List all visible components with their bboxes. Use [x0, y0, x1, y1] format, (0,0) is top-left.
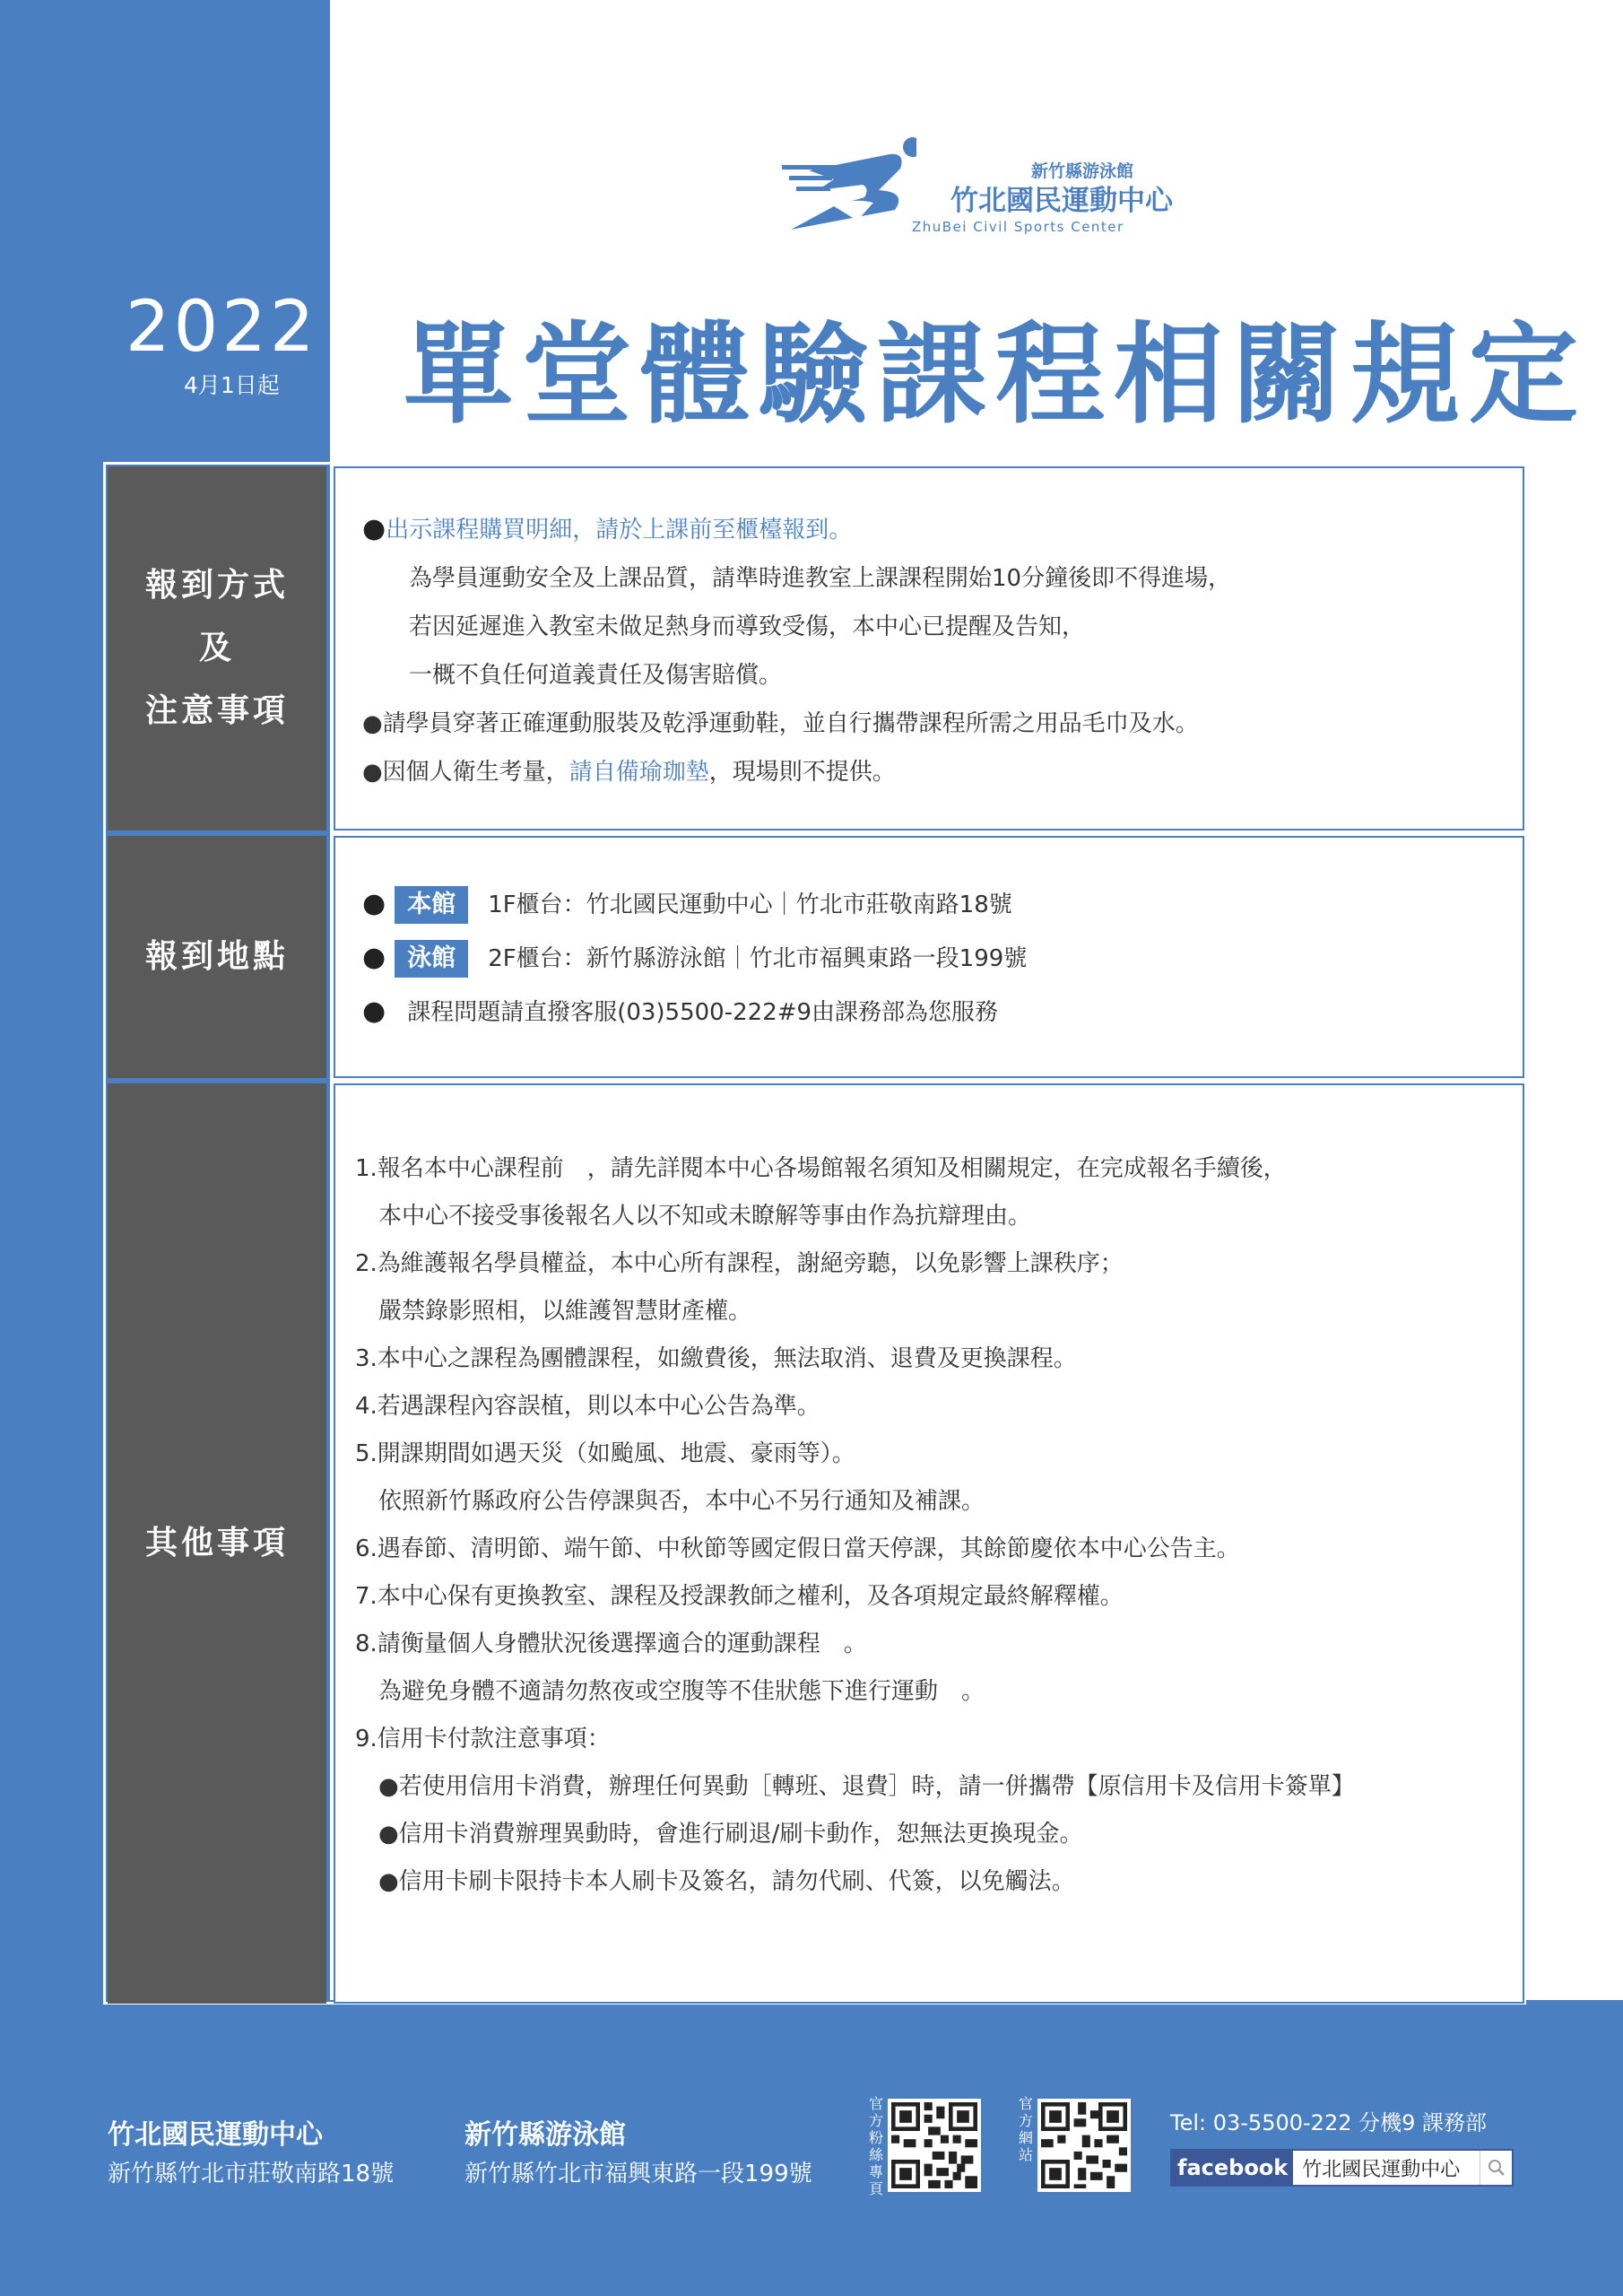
section-body-location — [334, 836, 1524, 1078]
bullet-dot-icon: ● — [362, 942, 386, 973]
rule-line: 5.開課期間如遇天災（如颱風、地震、豪雨等）。 — [355, 1440, 855, 1467]
rule-line: 6.遇春節、清明節、端午節、中秋節等國定假日當天停課，其餘節慶依本中心公告主。 — [355, 1535, 1240, 1562]
footer-venue-2-name: 新竹縣游泳館 — [464, 2119, 626, 2151]
venue-tag-main: 本館 — [395, 886, 468, 924]
footer-venue-1-name: 竹北國民運動中心 — [108, 2119, 323, 2151]
qr-label-fanpage: 官方粉絲專頁 — [868, 2095, 883, 2197]
venue-tag-pool: 泳館 — [395, 940, 468, 978]
website-qr-code[interactable] — [1037, 2099, 1131, 2192]
logo-name: 竹北國民運動中心 — [950, 185, 1173, 217]
checkin-bullet-1-cont-1: 為學員運動安全及上課品質，請準時進教室上課課程開始10分鐘後即不得進場， — [409, 565, 1232, 592]
rule-line: ●信用卡刷卡限持卡本人刷卡及簽名，請勿代刷、代簽，以免觸法。 — [355, 1868, 1075, 1895]
rule-line: 1.報名本中心課程前 ，請先詳閱本中心各場館報名須知及相關規定，在完成報名手續後， — [355, 1155, 1287, 1182]
qr-label-website: 官方網站 — [1018, 2095, 1033, 2163]
location-item-pool — [362, 940, 1027, 978]
rule-line: ●若使用信用卡消費，辦理任何異動［轉班、退費］時，請一併攜帶【原信用卡及信用卡簽單】 — [355, 1773, 1355, 1800]
location-item-pool-text: 2F櫃台：新竹縣游泳館｜竹北市福興東路一段199號 — [488, 945, 1028, 972]
checkin-bullet-1 — [362, 511, 852, 544]
section-label-checkin — [108, 466, 326, 831]
section-body-checkin — [334, 466, 1524, 831]
checkin-bullet-3-pre: ●因個人衛生考量， — [362, 759, 569, 786]
facebook-search-text: 竹北國民運動中心 — [1302, 2158, 1461, 2181]
location-item-service-text: 課程問題請直撥客服(03)5500-222#9由課務部為您服務 — [407, 999, 999, 1026]
bullet-dot-icon: ● — [362, 513, 386, 544]
section-label-other — [108, 1083, 326, 2004]
rule-line: 4.若遇課程內容誤植，則以本中心公告為準。 — [355, 1393, 820, 1420]
location-item-main-text: 1F櫃台：竹北國民運動中心｜竹北市莊敬南路18號 — [488, 891, 1012, 918]
page-title: 單堂體驗課程相關規定 — [404, 311, 1587, 439]
checkin-bullet-3 — [362, 753, 896, 787]
logo — [782, 135, 1173, 242]
rule-line: 為避免身體不適請勿熬夜或空腹等不佳狀態下進行運動 。 — [355, 1678, 985, 1705]
facebook-logo: facebook — [1172, 2151, 1293, 2185]
footer-venue-2-address: 新竹縣竹北市福興東路一段199號 — [464, 2161, 812, 2187]
checkin-bullet-1-text: 出示課程購買明細，請於上課前至櫃檯報到。 — [386, 517, 853, 544]
checkin-bullet-1-cont-2: 若因延遲進入教室未做足熱身而導致受傷，本中心已提醒及告知， — [409, 613, 1086, 640]
checkin-bullet-1-cont-3: 一概不負任何道義責任及傷害賠償。 — [409, 662, 783, 689]
logo-subtitle: 新竹縣游泳館 — [1031, 161, 1134, 181]
year: 2022 — [126, 287, 318, 368]
checkin-bullet-3-highlight: 請自備瑜珈墊 — [568, 759, 709, 786]
rule-line: 7.本中心保有更換教室、課程及授課教師之權利，及各項規定最終解釋權。 — [355, 1583, 1124, 1610]
facebook-search-box[interactable] — [1170, 2149, 1514, 2187]
contact-telephone: Tel: 03-5500-222 分機9 課務部 — [1170, 2110, 1488, 2135]
bullet-dot-icon: ● — [362, 888, 386, 919]
section-label-line: 報到地點 — [144, 938, 289, 975]
location-item-main — [362, 886, 1012, 924]
section-body-other — [334, 1083, 1524, 2004]
footer-venue-1-address: 新竹縣竹北市莊敬南路18號 — [108, 2161, 395, 2187]
qr-code-icon — [891, 2102, 977, 2188]
section-label-line: 注意事項 — [144, 692, 289, 729]
start-date: 4月1日起 — [184, 372, 280, 398]
section-label-location — [108, 836, 326, 1078]
rule-line: 3.本中心之課程為團體課程，如繳費後，無法取消、退費及更換課程。 — [355, 1345, 1077, 1372]
section-label-line: 報到方式 — [144, 567, 289, 604]
checkin-bullet-2: ●請學員穿著正確運動服裝及乾淨運動鞋，並自行攜帶課程所需之用品毛巾及水。 — [362, 710, 1199, 737]
rule-line: 依照新竹縣政府公告停課與否，本中心不另行通知及補課。 — [355, 1488, 985, 1515]
magnifier-glyph — [1488, 2159, 1506, 2177]
section-label-line: 其他事項 — [144, 1525, 289, 1561]
checkin-bullet-3-post: ，現場則不提供。 — [708, 759, 896, 786]
rule-line: 9.信用卡付款注意事項： — [355, 1726, 611, 1752]
fanpage-qr-code[interactable] — [888, 2099, 981, 2192]
location-item-service — [362, 994, 998, 1027]
rule-line: 8.請衡量個人身體狀況後選擇適合的運動課程 。 — [355, 1631, 867, 1657]
logo-english-name: ZhuBei Civil Sports Center — [912, 219, 1124, 235]
rule-line: 本中心不接受事後報名人以不知或未瞭解等事由作為抗辯理由。 — [355, 1203, 1032, 1230]
rule-line: 嚴禁錄影照相，以維護智慧財產權。 — [355, 1298, 752, 1325]
search-icon[interactable] — [1480, 2151, 1512, 2185]
qr-code-icon — [1041, 2102, 1127, 2188]
section-label-line: 及 — [198, 630, 235, 666]
rule-line: ●信用卡消費辦理異動時，會進行刷退/刷卡動作，恕無法更換現金。 — [355, 1821, 1083, 1848]
rule-line: 2.為維護報名學員權益，本中心所有課程，謝絕旁聽，以免影響上課秩序； — [355, 1250, 1124, 1277]
runner-logo-icon — [782, 135, 916, 233]
bullet-dot-icon: ● — [362, 996, 386, 1027]
